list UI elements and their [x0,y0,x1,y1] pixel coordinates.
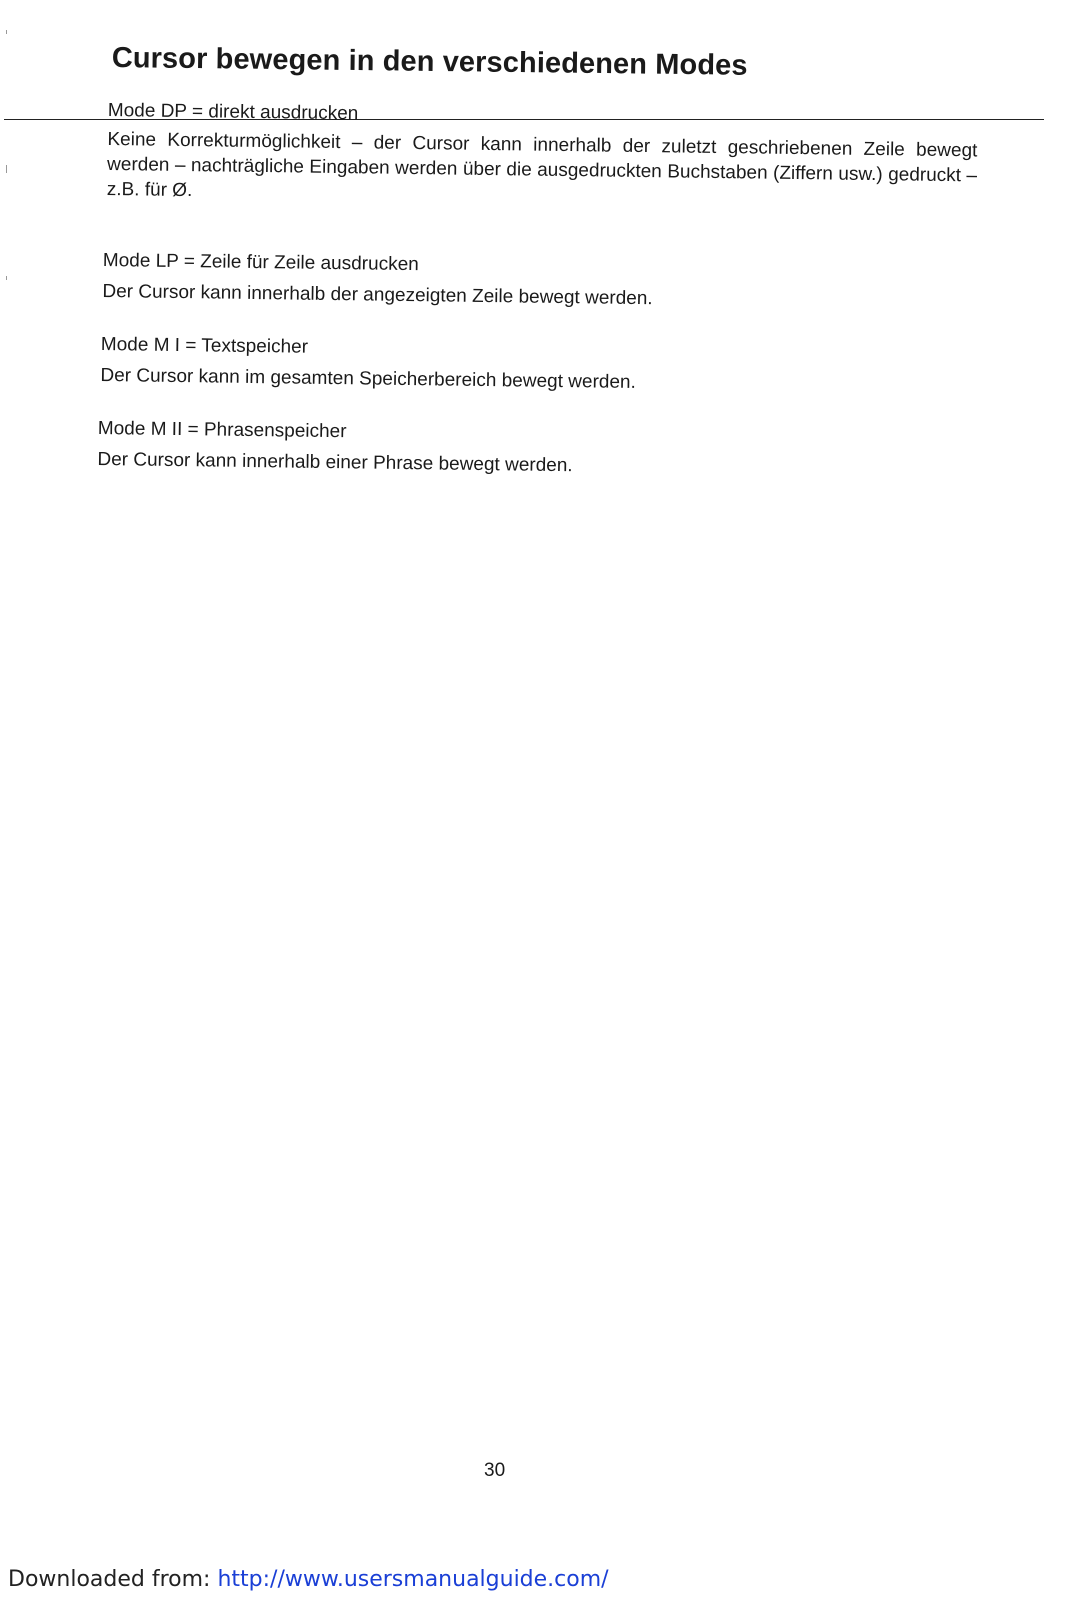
scan-mark [6,165,7,173]
mode-section-m1 [100,332,861,398]
mode-description: Der Cursor kann im gesamten Speicherbereich bewegt werden. [100,364,636,394]
mode-heading: Mode M II = Phrasenspeicher [97,417,347,443]
mode-heading: Mode LP = Zeile für Zeile ausdrucken [102,249,419,276]
scan-mark [6,276,7,280]
mode-description: Keine Korrekturmöglichkeit – der Cursor kann innerhalb der zuletzt geschriebenen Zeile bewegt werden – nachträgliche Eingaben werden über die ausgedruckten Buchstaben (Ziffern usw.) gedruckt – z.B. für Ø. [106,128,978,202]
scan-mark [6,30,7,34]
mode-heading: Mode DP = direkt ausdrucken [107,99,359,125]
footer-label: Downloaded from: [8,1567,211,1592]
mode-heading: Mode M I = Textspeicher [100,333,309,358]
mode-description: Der Cursor kann innerhalb der angezeigten Zeile bewegt werden. [102,280,653,310]
mode-section-lp [102,248,863,314]
mode-section-dp [107,98,978,213]
footer-link[interactable]: http://www.usersmanualguide.com/ [217,1567,609,1592]
mode-section-m2 [97,416,858,482]
download-footer [8,1567,609,1592]
page-title: Cursor bewegen in den verschiedenen Modes [111,42,748,82]
mode-description: Der Cursor kann innerhalb einer Phrase bewegt werden. [97,448,573,477]
page-number: 30 [484,1460,506,1481]
